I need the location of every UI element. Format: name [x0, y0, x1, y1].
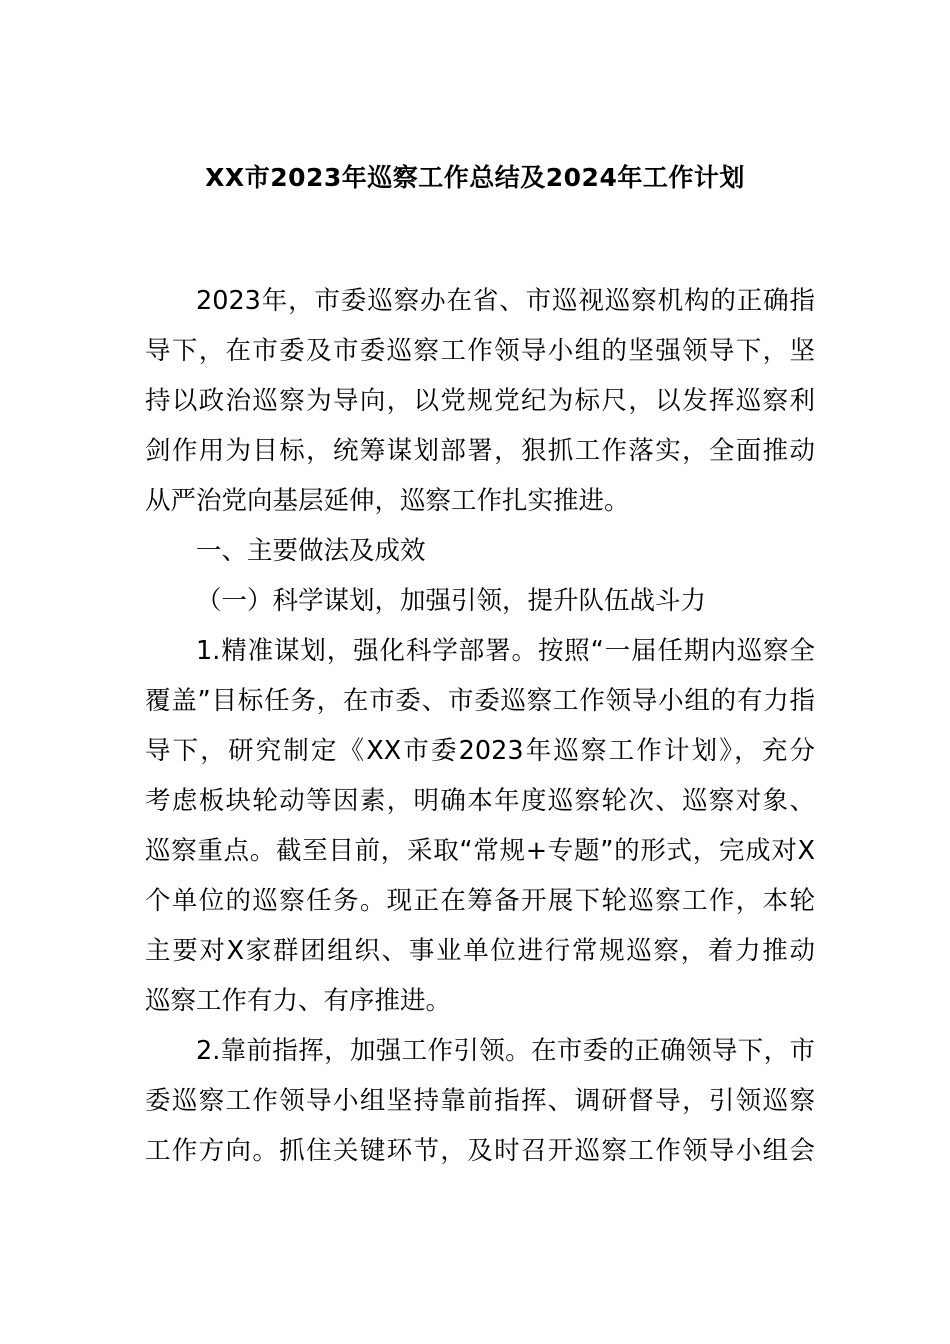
paragraph-1-line-1: 2023年，市委巡察办在省、市巡视巡察机构的正确指 — [196, 286, 815, 316]
paragraph-2-line-4: 考虑板块轮动等因素，明确本年度巡察轮次、巡察对象、 — [145, 786, 815, 816]
paragraph-2-line-2: 覆盖”目标任务，在市委、市委巡察工作领导小组的有力指 — [145, 686, 815, 716]
subsection-heading-1: （一）科学谋划，加强引领，提升队伍战斗力 — [196, 586, 707, 616]
paragraph-2-line-7: 主要对X家群团组织、事业单位进行常规巡察，着力推动 — [145, 936, 815, 966]
paragraph-2-line-3: 导下，研究制定《XX市委2023年巡察工作计划》，充分 — [145, 736, 815, 766]
paragraph-2-line-8: 巡察工作有力、有序推进。 — [145, 986, 452, 1016]
paragraph-2-line-1: 1.精准谋划，强化科学部署。按照“一届任期内巡察全 — [196, 636, 815, 666]
document-title: XX市2023年巡察工作总结及2024年工作计划 — [205, 163, 745, 192]
paragraph-1-line-5: 从严治党向基层延伸，巡察工作扎实推进。 — [145, 486, 630, 516]
paragraph-3-line-3: 工作方向。抓住关键环节，及时召开巡察工作领导小组会 — [145, 1136, 815, 1166]
paragraph-1-line-4: 剑作用为目标，统筹谋划部署，狠抓工作落实，全面推动 — [145, 436, 815, 466]
paragraph-2-line-5: 巡察重点。截至目前，采取“常规+专题”的形式，完成对X — [145, 836, 815, 866]
paragraph-3-line-2: 委巡察工作领导小组坚持靠前指挥、调研督导，引领巡察 — [145, 1086, 815, 1116]
paragraph-1-line-2: 导下，在市委及市委巡察工作领导小组的坚强领导下，坚 — [145, 336, 815, 366]
section-heading-1: 一、主要做法及成效 — [196, 536, 426, 566]
paragraph-3-line-1: 2.靠前指挥，加强工作引领。在市委的正确领导下，市 — [196, 1036, 815, 1066]
paragraph-2-line-6: 个单位的巡察任务。现正在筹备开展下轮巡察工作，本轮 — [145, 886, 815, 916]
paragraph-1-line-3: 持以政治巡察为导向，以党规党纪为标尺，以发挥巡察利 — [145, 386, 815, 416]
